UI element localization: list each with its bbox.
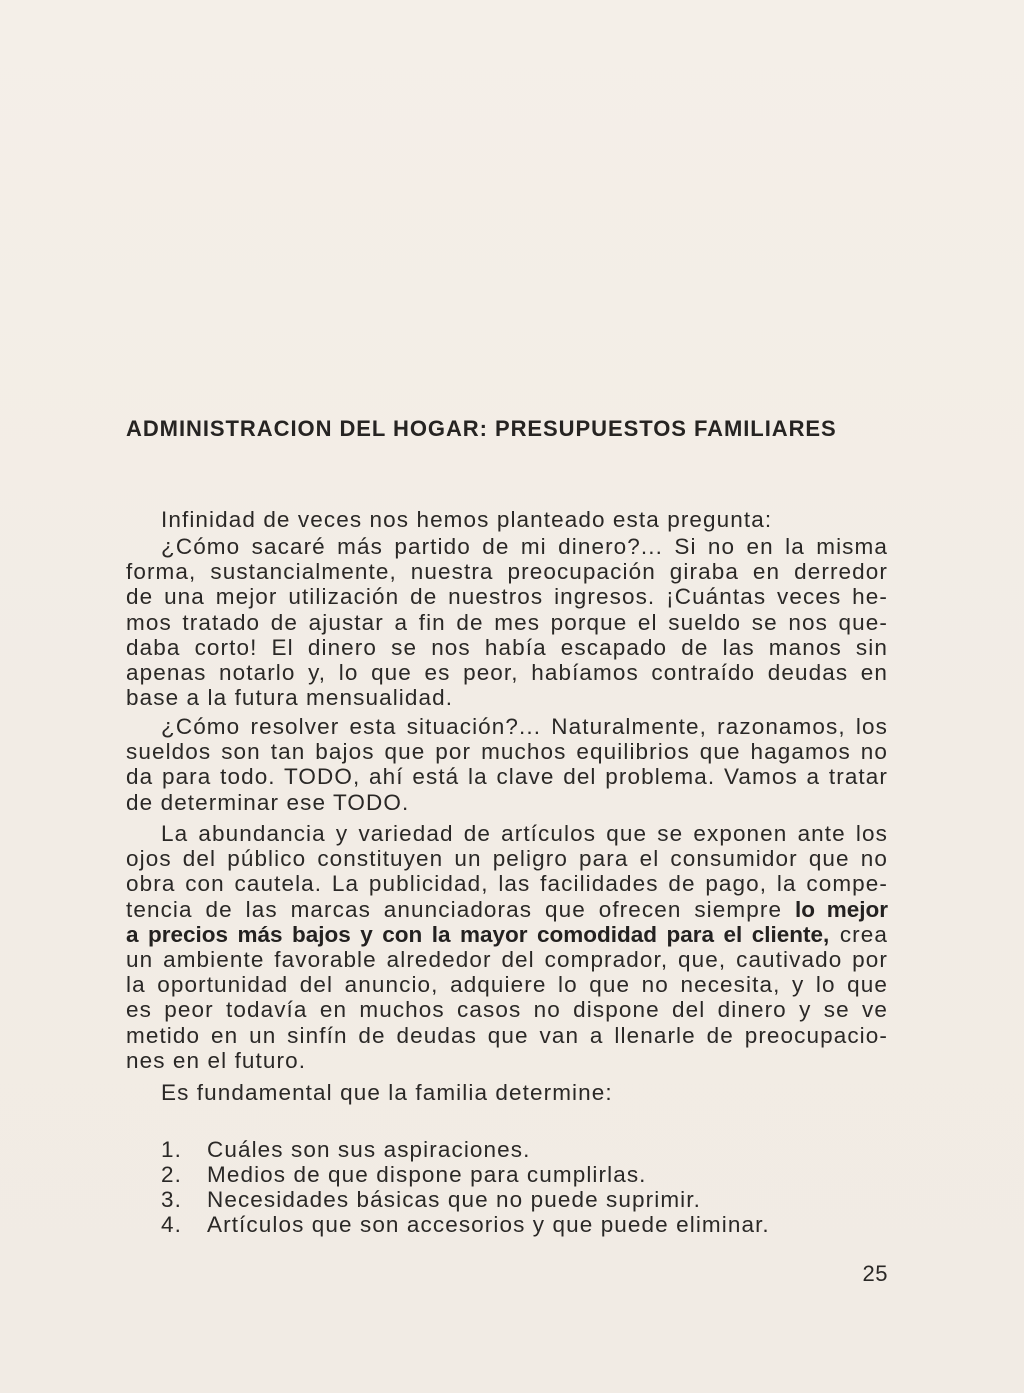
list-item	[161, 1212, 888, 1237]
numbered-list	[161, 1137, 888, 1237]
text-line: mos tratado de ajustar a fin de mes porque el sueldo se nos que-	[126, 609, 888, 635]
list-item-number: 2.	[161, 1162, 182, 1187]
text-line	[126, 922, 888, 947]
list-item	[161, 1162, 888, 1187]
text-segment: crea	[829, 921, 888, 947]
paragraph-2	[126, 534, 888, 710]
text-line: un ambiente favorable alrededor del comprador, que, cautivado por	[126, 946, 888, 972]
text-line: Es fundamental que la familia determine:	[161, 1080, 613, 1105]
text-line: de determinar ese TODO.	[126, 789, 410, 815]
text-line: ¿Cómo resolver esta situación?... Naturalmente, razonamos, los	[161, 714, 888, 739]
text-line: obra con cautela. La publicidad, las facilidades de pago, la compe-	[126, 871, 888, 897]
text-line: nes en el futuro.	[126, 1047, 307, 1073]
text-line: forma, sustancialmente, nuestra preocupación giraba en derredor	[126, 559, 888, 585]
list-item-text: Cuáles son sus aspiraciones.	[207, 1137, 531, 1162]
text-segment: tencia de las marcas anunciadoras que ofrecen siempre	[126, 896, 795, 922]
text-line: de una mejor utilización de nuestros ingresos. ¡Cuántas veces he-	[126, 584, 888, 610]
text-line: La abundancia y variedad de artículos que se exponen ante los	[161, 821, 888, 846]
list-item-text: Medios de que dispone para cumplirlas.	[207, 1162, 647, 1187]
text-line: ¿Cómo sacaré más partido de mi dinero?... Si no en la misma	[161, 534, 888, 559]
text-line: metido en un sinfín de deudas que van a llenarle de preocupacio-	[126, 1022, 888, 1048]
paragraph-4	[126, 821, 888, 1073]
text-line: daba corto! El dinero se nos había escapado de las manos sin	[126, 634, 888, 660]
text-line	[126, 897, 888, 922]
text-line: sueldos son tan bajos que por muchos equilibrios que hagamos no	[126, 739, 888, 765]
text-line: la oportunidad del anuncio, adquiere lo que no necesita, y lo que	[126, 972, 888, 998]
page-number: 25	[862, 1261, 888, 1286]
text-line: Infinidad de veces nos hemos planteado esta pregunta:	[161, 507, 773, 532]
list-item	[161, 1137, 888, 1162]
list-item-number: 1.	[161, 1137, 182, 1162]
list-item-text: Artículos que son accesorios y que puede eliminar.	[207, 1212, 770, 1237]
text-line: apenas notarlo y, lo que es peor, habíamos contraído deudas en	[126, 659, 888, 685]
list-item-number: 3.	[161, 1187, 182, 1212]
paragraph-3	[126, 714, 888, 815]
bold-text-segment: a precios más bajos y con la mayor comodidad para el cliente,	[126, 921, 830, 947]
text-line: ojos del público constituyen un peligro para el consumidor que no	[126, 846, 888, 872]
list-item-text: Necesidades básicas que no puede suprimir.	[207, 1187, 701, 1212]
text-line: base a la futura mensualidad.	[126, 685, 454, 711]
text-line: es peor todavía en muchos casos no dispone del dinero y se ve	[126, 997, 888, 1023]
paragraph-5	[126, 1080, 888, 1105]
bold-text-segment: lo mejor	[794, 896, 888, 922]
list-item-number: 4.	[161, 1212, 182, 1237]
page-title: ADMINISTRACION DEL HOGAR: PRESUPUESTOS FAMILIARES	[126, 416, 837, 441]
list-item	[161, 1187, 888, 1212]
text-line: da para todo. TODO, ahí está la clave del problema. Vamos a tratar	[126, 764, 888, 790]
paragraph-1	[126, 507, 888, 532]
